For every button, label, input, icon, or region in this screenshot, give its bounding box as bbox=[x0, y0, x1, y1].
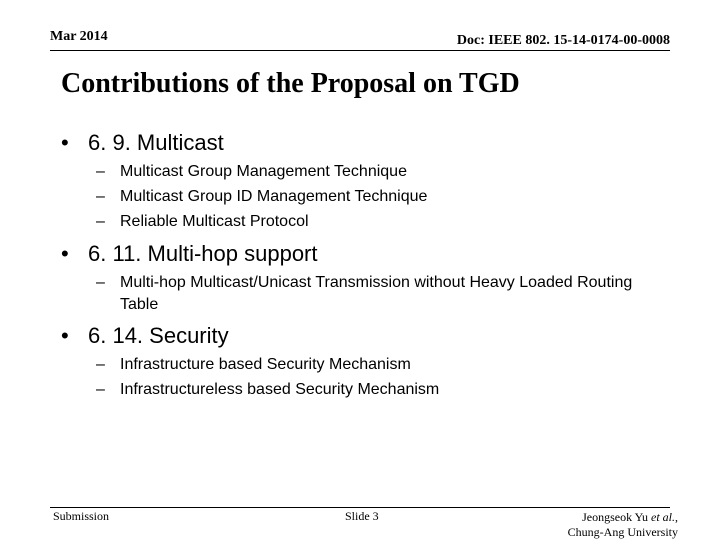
list-item-text: Infrastructureless based Security Mechanism bbox=[120, 381, 440, 398]
footer-author bbox=[568, 510, 678, 540]
section-heading: 6. 11. Multi-hop support bbox=[88, 241, 318, 266]
section-heading: 6. 9. Multicast bbox=[88, 130, 224, 155]
author-etal: et al. bbox=[651, 510, 675, 524]
slide-title: Contributions of the Proposal on TGD bbox=[61, 68, 520, 99]
dash-icon: – bbox=[96, 381, 105, 398]
dash-icon: – bbox=[96, 356, 105, 373]
bullet-icon: • bbox=[61, 323, 69, 348]
list-item-text: Multicast Group Management Technique bbox=[120, 163, 407, 180]
author-name: Jeongseok Yu bbox=[582, 510, 648, 524]
dash-icon: – bbox=[96, 213, 105, 230]
dash-icon: – bbox=[96, 163, 105, 180]
list-item-text: Infrastructure based Security Mechanism bbox=[120, 356, 411, 373]
bullet-icon: • bbox=[61, 130, 69, 155]
list-item-text: Multicast Group ID Management Technique bbox=[120, 188, 428, 205]
footer-divider bbox=[50, 507, 670, 508]
footer-author-line bbox=[568, 510, 678, 525]
list-item-text: Reliable Multicast Protocol bbox=[120, 213, 309, 230]
header-date: Mar 2014 bbox=[50, 29, 108, 44]
section-heading: 6. 14. Security bbox=[88, 323, 229, 348]
bullet-icon: • bbox=[61, 241, 69, 266]
list-item-text: Multi-hop Multicast/Unicast Transmission without Heavy Loaded Routing Table bbox=[120, 274, 633, 313]
footer-submission: Submission bbox=[53, 509, 110, 523]
footer-affiliation: Chung-Ang University bbox=[567, 525, 678, 539]
dash-icon: – bbox=[96, 188, 105, 205]
header-doc-id: Doc: IEEE 802. 15-14-0174-00-0008 bbox=[456, 33, 670, 48]
author-sep: , bbox=[675, 510, 678, 524]
dash-icon: – bbox=[96, 274, 105, 291]
footer-slide-number: Slide 3 bbox=[345, 509, 379, 523]
